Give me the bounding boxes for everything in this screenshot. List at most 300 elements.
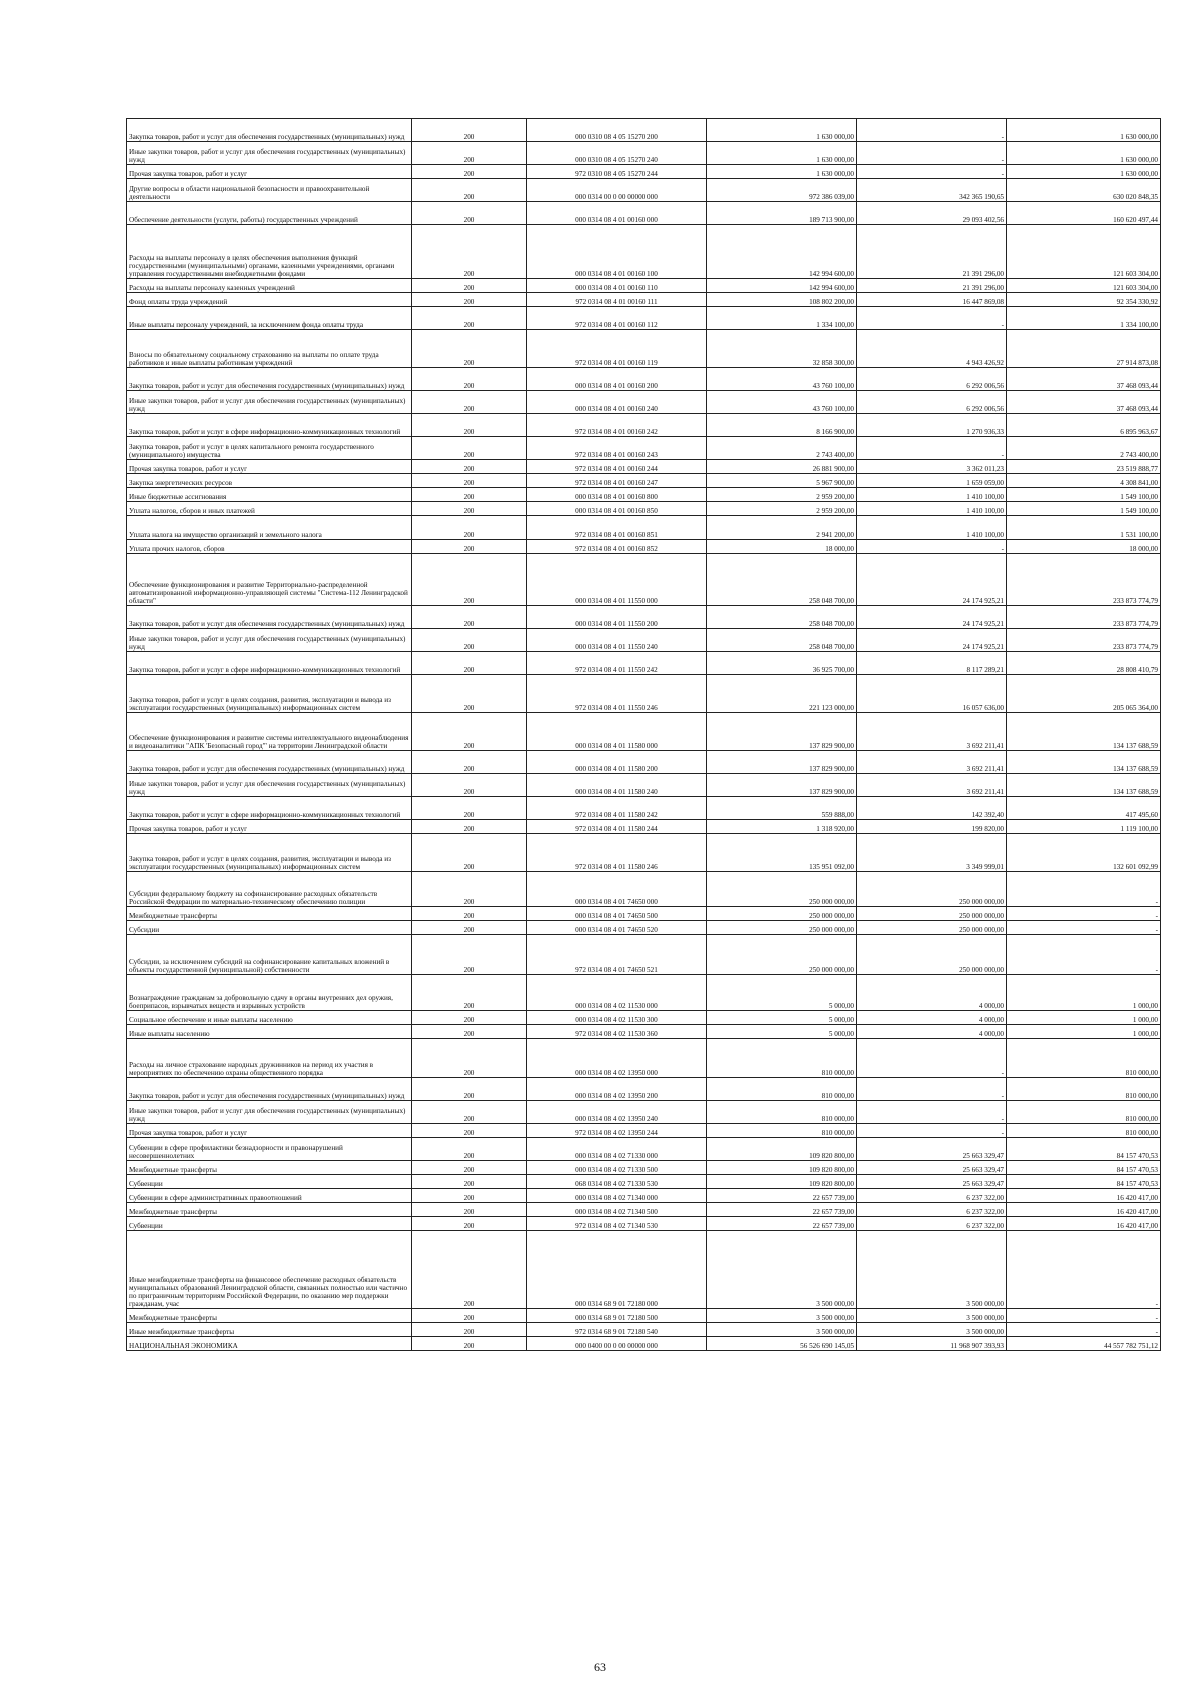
row-approved: 1 630 000,00 bbox=[707, 165, 857, 179]
row-unexecuted: - bbox=[1007, 1323, 1161, 1337]
row-kbk: 000 0314 08 4 01 00160 000 bbox=[527, 202, 707, 225]
row-approved: 56 526 690 145,05 bbox=[707, 1337, 857, 1351]
table-row bbox=[127, 179, 1161, 202]
row-kbk: 972 0314 08 4 01 11580 242 bbox=[527, 797, 707, 820]
row-kbk: 000 0314 08 4 01 00160 800 bbox=[527, 488, 707, 502]
row-approved: 3 500 000,00 bbox=[707, 1231, 857, 1309]
row-name: Иные межбюджетные трансферты bbox=[127, 1323, 412, 1337]
row-approved: 250 000 000,00 bbox=[707, 907, 857, 921]
row-name: Субвенции в сфере административных правоотношений bbox=[127, 1189, 412, 1203]
row-kbk: 972 0314 08 4 02 13950 244 bbox=[527, 1124, 707, 1138]
row-kbk: 972 0314 68 9 01 72180 540 bbox=[527, 1323, 707, 1337]
row-executed: 250 000 000,00 bbox=[857, 921, 1007, 935]
row-unexecuted: 160 620 497,44 bbox=[1007, 202, 1161, 225]
row-code: 200 bbox=[412, 675, 527, 713]
row-code: 200 bbox=[412, 516, 527, 540]
row-executed: 250 000 000,00 bbox=[857, 872, 1007, 907]
row-kbk: 000 0310 08 4 05 15270 200 bbox=[527, 119, 707, 142]
row-kbk: 000 0314 08 4 02 11530 300 bbox=[527, 1011, 707, 1025]
row-code: 200 bbox=[412, 1025, 527, 1039]
row-kbk: 000 0314 08 4 02 11530 000 bbox=[527, 975, 707, 1011]
row-unexecuted: - bbox=[1007, 1231, 1161, 1309]
row-kbk: 972 0314 08 4 01 74650 521 bbox=[527, 935, 707, 975]
row-executed: 16 447 869,08 bbox=[857, 293, 1007, 307]
table-row bbox=[127, 1101, 1161, 1124]
row-unexecuted: 810 000,00 bbox=[1007, 1039, 1161, 1078]
table-row bbox=[127, 1309, 1161, 1323]
row-kbk: 000 0314 08 4 01 00160 240 bbox=[527, 391, 707, 414]
row-approved: 22 657 739,00 bbox=[707, 1203, 857, 1217]
row-unexecuted: 1 000,00 bbox=[1007, 975, 1161, 1011]
table-row bbox=[127, 488, 1161, 502]
table-row bbox=[127, 1039, 1161, 1078]
row-approved: 258 048 700,00 bbox=[707, 554, 857, 606]
row-approved: 137 829 900,00 bbox=[707, 751, 857, 774]
row-executed: - bbox=[857, 437, 1007, 460]
row-code: 200 bbox=[412, 1309, 527, 1323]
row-approved: 810 000,00 bbox=[707, 1078, 857, 1101]
row-name: Уплата налогов, сборов и иных платежей bbox=[127, 502, 412, 516]
row-executed: 11 968 907 393,93 bbox=[857, 1337, 1007, 1351]
table-row bbox=[127, 1189, 1161, 1203]
row-name: Уплата налога на имущество организаций и земельного налога bbox=[127, 516, 412, 540]
row-executed: 3 362 011,23 bbox=[857, 460, 1007, 474]
row-code: 200 bbox=[412, 165, 527, 179]
row-executed: - bbox=[857, 1101, 1007, 1124]
row-code: 200 bbox=[412, 1011, 527, 1025]
row-kbk: 972 0314 08 4 01 00160 243 bbox=[527, 437, 707, 460]
row-unexecuted: 134 137 688,59 bbox=[1007, 713, 1161, 751]
table-row bbox=[127, 797, 1161, 820]
row-unexecuted: 134 137 688,59 bbox=[1007, 774, 1161, 797]
row-executed: 21 391 296,00 bbox=[857, 225, 1007, 279]
row-approved: 108 802 200,00 bbox=[707, 293, 857, 307]
row-code: 200 bbox=[412, 202, 527, 225]
row-unexecuted: 23 519 888,77 bbox=[1007, 460, 1161, 474]
row-unexecuted: 630 020 848,35 bbox=[1007, 179, 1161, 202]
row-unexecuted: 134 137 688,59 bbox=[1007, 751, 1161, 774]
row-executed: 24 174 925,21 bbox=[857, 606, 1007, 629]
row-executed: - bbox=[857, 119, 1007, 142]
row-code: 200 bbox=[412, 1203, 527, 1217]
table-row bbox=[127, 606, 1161, 629]
row-kbk: 972 0314 08 4 01 11550 246 bbox=[527, 675, 707, 713]
row-kbk: 000 0314 08 4 01 11550 240 bbox=[527, 629, 707, 652]
row-approved: 135 951 092,00 bbox=[707, 834, 857, 872]
row-name: Фонд оплаты труда учреждений bbox=[127, 293, 412, 307]
row-approved: 8 166 900,00 bbox=[707, 414, 857, 437]
row-approved: 258 048 700,00 bbox=[707, 629, 857, 652]
row-unexecuted: 16 420 417,00 bbox=[1007, 1189, 1161, 1203]
row-executed: 6 292 006,56 bbox=[857, 391, 1007, 414]
row-name: Закупка товаров, работ и услуг в целях капитального ремонта государственного (муниципального) имущества bbox=[127, 437, 412, 460]
row-name: Закупка энергетических ресурсов bbox=[127, 474, 412, 488]
row-executed: 6 237 322,00 bbox=[857, 1189, 1007, 1203]
row-approved: 36 925 700,00 bbox=[707, 652, 857, 675]
row-code: 200 bbox=[412, 1217, 527, 1231]
row-executed: 4 000,00 bbox=[857, 1025, 1007, 1039]
row-kbk: 972 0310 08 4 05 15270 244 bbox=[527, 165, 707, 179]
row-unexecuted: 233 873 774,79 bbox=[1007, 554, 1161, 606]
row-executed: 25 663 329,47 bbox=[857, 1138, 1007, 1161]
budget-table bbox=[126, 118, 1161, 1351]
row-code: 200 bbox=[412, 1189, 527, 1203]
row-unexecuted: 1 531 100,00 bbox=[1007, 516, 1161, 540]
row-kbk: 000 0314 68 9 01 72180 500 bbox=[527, 1309, 707, 1323]
row-name: Обеспечение деятельности (услуги, работы) государственных учреждений bbox=[127, 202, 412, 225]
row-name: Субсидии bbox=[127, 921, 412, 935]
row-name: Закупка товаров, работ и услуг в сфере информационно-коммуникационных технологий bbox=[127, 414, 412, 437]
row-approved: 250 000 000,00 bbox=[707, 921, 857, 935]
row-code: 200 bbox=[412, 1078, 527, 1101]
row-unexecuted: 37 468 093,44 bbox=[1007, 391, 1161, 414]
table-row bbox=[127, 1138, 1161, 1161]
row-executed: 3 500 000,00 bbox=[857, 1231, 1007, 1309]
row-kbk: 972 0314 08 4 01 00160 112 bbox=[527, 307, 707, 330]
row-code: 200 bbox=[412, 921, 527, 935]
row-code: 200 bbox=[412, 488, 527, 502]
row-executed: 4 000,00 bbox=[857, 975, 1007, 1011]
table-row bbox=[127, 368, 1161, 391]
row-name: Закупка товаров, работ и услуг в целях создания, развития, эксплуатации и вывода из эксплуатации государственных (муниципальных) информационных систем bbox=[127, 675, 412, 713]
row-approved: 1 318 920,00 bbox=[707, 820, 857, 834]
table-row bbox=[127, 834, 1161, 872]
row-unexecuted: 1 000,00 bbox=[1007, 1011, 1161, 1025]
table-row bbox=[127, 516, 1161, 540]
table-row bbox=[127, 1323, 1161, 1337]
row-name: Субвенции bbox=[127, 1217, 412, 1231]
row-name: Иные межбюджетные трансферты на финансовое обеспечение расходных обязательств муниципальных образований Ленинградской области, связанных полностью или частично по приграничным территориям Российской Федерации, по оказанию мер поддержки гражданам, учас bbox=[127, 1231, 412, 1309]
row-name: Иные закупки товаров, работ и услуг для обеспечения государственных (муниципальных) нужд bbox=[127, 1101, 412, 1124]
row-approved: 810 000,00 bbox=[707, 1101, 857, 1124]
row-executed: 142 392,40 bbox=[857, 797, 1007, 820]
row-name: Закупка товаров, работ и услуг для обеспечения государственных (муниципальных) нужд bbox=[127, 368, 412, 391]
table-row bbox=[127, 391, 1161, 414]
row-code: 200 bbox=[412, 391, 527, 414]
row-executed: 3 500 000,00 bbox=[857, 1323, 1007, 1337]
row-name: Иные закупки товаров, работ и услуг для обеспечения государственных (муниципальных) нужд bbox=[127, 391, 412, 414]
row-name: Прочая закупка товаров, работ и услуг bbox=[127, 460, 412, 474]
row-code: 200 bbox=[412, 279, 527, 293]
row-approved: 1 334 100,00 bbox=[707, 307, 857, 330]
row-executed: 4 000,00 bbox=[857, 1011, 1007, 1025]
row-unexecuted: 810 000,00 bbox=[1007, 1124, 1161, 1138]
row-kbk: 000 0314 00 0 00 00000 000 bbox=[527, 179, 707, 202]
row-code: 200 bbox=[412, 629, 527, 652]
row-code: 200 bbox=[412, 834, 527, 872]
row-kbk: 000 0314 08 4 02 71330 000 bbox=[527, 1138, 707, 1161]
row-code: 200 bbox=[412, 1323, 527, 1337]
row-approved: 43 760 100,00 bbox=[707, 391, 857, 414]
row-executed: 1 410 100,00 bbox=[857, 516, 1007, 540]
row-approved: 109 820 800,00 bbox=[707, 1138, 857, 1161]
row-approved: 5 000,00 bbox=[707, 1025, 857, 1039]
row-code: 200 bbox=[412, 797, 527, 820]
row-unexecuted: 417 495,60 bbox=[1007, 797, 1161, 820]
row-approved: 258 048 700,00 bbox=[707, 606, 857, 629]
row-executed: - bbox=[857, 307, 1007, 330]
row-executed: 4 943 426,92 bbox=[857, 330, 1007, 368]
row-name: НАЦИОНАЛЬНАЯ ЭКОНОМИКА bbox=[127, 1337, 412, 1351]
row-kbk: 000 0314 08 4 01 00160 110 bbox=[527, 279, 707, 293]
table-row bbox=[127, 751, 1161, 774]
row-code: 200 bbox=[412, 1138, 527, 1161]
table-row bbox=[127, 921, 1161, 935]
row-unexecuted: 84 157 470,53 bbox=[1007, 1138, 1161, 1161]
row-executed: 1 410 100,00 bbox=[857, 488, 1007, 502]
row-kbk: 972 0314 08 4 01 11550 242 bbox=[527, 652, 707, 675]
table-row bbox=[127, 652, 1161, 675]
row-code: 200 bbox=[412, 820, 527, 834]
row-name: Иные закупки товаров, работ и услуг для обеспечения государственных (муниципальных) нужд bbox=[127, 142, 412, 165]
table-row bbox=[127, 713, 1161, 751]
row-approved: 43 760 100,00 bbox=[707, 368, 857, 391]
table-row bbox=[127, 202, 1161, 225]
table-row bbox=[127, 474, 1161, 488]
row-executed: 3 692 211,41 bbox=[857, 751, 1007, 774]
row-kbk: 000 0314 08 4 01 11580 000 bbox=[527, 713, 707, 751]
table-row bbox=[127, 1025, 1161, 1039]
row-unexecuted: 1 549 100,00 bbox=[1007, 488, 1161, 502]
table-row bbox=[127, 1161, 1161, 1175]
row-name: Прочая закупка товаров, работ и услуг bbox=[127, 820, 412, 834]
row-executed: - bbox=[857, 142, 1007, 165]
row-approved: 18 000,00 bbox=[707, 540, 857, 554]
row-executed: - bbox=[857, 165, 1007, 179]
table-row bbox=[127, 554, 1161, 606]
row-approved: 250 000 000,00 bbox=[707, 872, 857, 907]
table-row bbox=[127, 1175, 1161, 1189]
row-kbk: 972 0314 08 4 01 11580 246 bbox=[527, 834, 707, 872]
row-approved: 5 000,00 bbox=[707, 975, 857, 1011]
row-kbk: 000 0314 08 4 02 13950 000 bbox=[527, 1039, 707, 1078]
row-unexecuted: 1 119 100,00 bbox=[1007, 820, 1161, 834]
row-code: 200 bbox=[412, 307, 527, 330]
row-name: Прочая закупка товаров, работ и услуг bbox=[127, 165, 412, 179]
row-approved: 26 881 900,00 bbox=[707, 460, 857, 474]
row-kbk: 972 0314 08 4 01 00160 111 bbox=[527, 293, 707, 307]
row-approved: 137 829 900,00 bbox=[707, 713, 857, 751]
row-executed: 250 000 000,00 bbox=[857, 935, 1007, 975]
row-name: Закупка товаров, работ и услуг для обеспечения государственных (муниципальных) нужд bbox=[127, 119, 412, 142]
row-approved: 810 000,00 bbox=[707, 1124, 857, 1138]
row-approved: 5 967 900,00 bbox=[707, 474, 857, 488]
row-approved: 972 386 039,00 bbox=[707, 179, 857, 202]
row-approved: 2 959 200,00 bbox=[707, 488, 857, 502]
row-kbk: 068 0314 08 4 02 71330 530 bbox=[527, 1175, 707, 1189]
row-kbk: 972 0314 08 4 01 00160 119 bbox=[527, 330, 707, 368]
row-unexecuted: - bbox=[1007, 1309, 1161, 1323]
row-approved: 5 000,00 bbox=[707, 1011, 857, 1025]
row-kbk: 972 0314 08 4 01 00160 852 bbox=[527, 540, 707, 554]
row-executed: 21 391 296,00 bbox=[857, 279, 1007, 293]
row-executed: 3 500 000,00 bbox=[857, 1309, 1007, 1323]
row-unexecuted: - bbox=[1007, 872, 1161, 907]
row-kbk: 000 0314 08 4 02 13950 240 bbox=[527, 1101, 707, 1124]
table-row bbox=[127, 330, 1161, 368]
row-code: 200 bbox=[412, 652, 527, 675]
row-name: Уплата прочих налогов, сборов bbox=[127, 540, 412, 554]
row-kbk: 972 0314 08 4 01 00160 851 bbox=[527, 516, 707, 540]
table-row bbox=[127, 629, 1161, 652]
table-row bbox=[127, 142, 1161, 165]
table-row bbox=[127, 820, 1161, 834]
row-executed: 3 692 211,41 bbox=[857, 713, 1007, 751]
row-name: Иные закупки товаров, работ и услуг для обеспечения государственных (муниципальных) нужд bbox=[127, 774, 412, 797]
row-executed: - bbox=[857, 1078, 1007, 1101]
row-code: 200 bbox=[412, 540, 527, 554]
row-kbk: 972 0314 08 4 02 71340 530 bbox=[527, 1217, 707, 1231]
row-name: Субвенции в сфере профилактики безнадзорности и правонарушений несовершеннолетних bbox=[127, 1138, 412, 1161]
row-name: Другие вопросы в области национальной безопасности и правоохранительной деятельности bbox=[127, 179, 412, 202]
row-name: Межбюджетные трансферты bbox=[127, 1203, 412, 1217]
table-row bbox=[127, 165, 1161, 179]
row-approved: 109 820 800,00 bbox=[707, 1161, 857, 1175]
table-row bbox=[127, 1011, 1161, 1025]
row-approved: 1 630 000,00 bbox=[707, 119, 857, 142]
row-approved: 22 657 739,00 bbox=[707, 1217, 857, 1231]
row-name: Межбюджетные трансферты bbox=[127, 1309, 412, 1323]
row-unexecuted: 16 420 417,00 bbox=[1007, 1217, 1161, 1231]
row-name: Взносы по обязательному социальному страхованию на выплаты по оплате труда работников и иные выплаты работникам учреждений bbox=[127, 330, 412, 368]
row-unexecuted: 37 468 093,44 bbox=[1007, 368, 1161, 391]
row-unexecuted: 44 557 782 751,12 bbox=[1007, 1337, 1161, 1351]
row-kbk: 972 0314 08 4 01 00160 242 bbox=[527, 414, 707, 437]
row-name: Закупка товаров, работ и услуг в сфере информационно-коммуникационных технологий bbox=[127, 652, 412, 675]
row-approved: 142 994 600,00 bbox=[707, 279, 857, 293]
table-row bbox=[127, 907, 1161, 921]
row-kbk: 000 0314 08 4 01 11550 000 bbox=[527, 554, 707, 606]
row-code: 200 bbox=[412, 1161, 527, 1175]
row-kbk: 000 0314 08 4 01 74650 500 bbox=[527, 907, 707, 921]
row-unexecuted: 28 808 410,79 bbox=[1007, 652, 1161, 675]
row-unexecuted: 1 000,00 bbox=[1007, 1025, 1161, 1039]
budget-table-body bbox=[127, 119, 1161, 1351]
row-executed: 6 237 322,00 bbox=[857, 1217, 1007, 1231]
table-row bbox=[127, 1231, 1161, 1309]
row-code: 200 bbox=[412, 713, 527, 751]
row-code: 200 bbox=[412, 1101, 527, 1124]
row-kbk: 000 0314 08 4 02 13950 200 bbox=[527, 1078, 707, 1101]
row-unexecuted: 810 000,00 bbox=[1007, 1101, 1161, 1124]
row-code: 200 bbox=[412, 1175, 527, 1189]
row-code: 200 bbox=[412, 437, 527, 460]
row-unexecuted: 92 354 330,92 bbox=[1007, 293, 1161, 307]
row-code: 200 bbox=[412, 751, 527, 774]
table-row bbox=[127, 279, 1161, 293]
row-kbk: 972 0314 08 4 01 00160 247 bbox=[527, 474, 707, 488]
row-approved: 2 743 400,00 bbox=[707, 437, 857, 460]
row-executed: 342 365 190,65 bbox=[857, 179, 1007, 202]
row-code: 200 bbox=[412, 474, 527, 488]
row-name: Субвенции bbox=[127, 1175, 412, 1189]
row-executed: - bbox=[857, 1039, 1007, 1078]
row-name: Расходы на выплаты персоналу казенных учреждений bbox=[127, 279, 412, 293]
row-unexecuted: 27 914 873,08 bbox=[1007, 330, 1161, 368]
row-name: Закупка товаров, работ и услуг для обеспечения государственных (муниципальных) нужд bbox=[127, 1078, 412, 1101]
row-name: Субсидии, за исключением субсидий на софинансирование капитальных вложений в объекты государственной (муниципальной) собственности bbox=[127, 935, 412, 975]
row-executed: 1 270 936,33 bbox=[857, 414, 1007, 437]
row-code: 200 bbox=[412, 774, 527, 797]
row-code: 200 bbox=[412, 460, 527, 474]
table-row bbox=[127, 675, 1161, 713]
row-approved: 2 959 200,00 bbox=[707, 502, 857, 516]
row-name: Закупка товаров, работ и услуг в сфере информационно-коммуникационных технологий bbox=[127, 797, 412, 820]
row-unexecuted: 1 630 000,00 bbox=[1007, 119, 1161, 142]
row-name: Межбюджетные трансферты bbox=[127, 907, 412, 921]
row-code: 200 bbox=[412, 1231, 527, 1309]
row-unexecuted: - bbox=[1007, 935, 1161, 975]
row-kbk: 000 0310 08 4 05 15270 240 bbox=[527, 142, 707, 165]
row-code: 200 bbox=[412, 872, 527, 907]
row-name: Расходы на выплаты персоналу в целях обеспечения выполнения функций государственными (муниципальными) органами, казенными учреждениями, органами управления государственными внебюджетными фондами bbox=[127, 225, 412, 279]
row-name: Обеспечение функционирования и развитие системы интеллектуального видеонаблюдения и видеоаналитики "АПК 'Безопасный город'" на территории Ленинградской области bbox=[127, 713, 412, 751]
row-kbk: 000 0314 08 4 01 11580 240 bbox=[527, 774, 707, 797]
row-name: Иные выплаты населению bbox=[127, 1025, 412, 1039]
table-row bbox=[127, 225, 1161, 279]
table-row bbox=[127, 1203, 1161, 1217]
table-row bbox=[127, 502, 1161, 516]
row-executed: - bbox=[857, 1124, 1007, 1138]
row-code: 200 bbox=[412, 293, 527, 307]
row-approved: 137 829 900,00 bbox=[707, 774, 857, 797]
row-executed: 3 349 999,01 bbox=[857, 834, 1007, 872]
row-unexecuted: 84 157 470,53 bbox=[1007, 1175, 1161, 1189]
row-code: 200 bbox=[412, 935, 527, 975]
row-code: 200 bbox=[412, 1039, 527, 1078]
table-row bbox=[127, 1217, 1161, 1231]
row-unexecuted: 6 895 963,67 bbox=[1007, 414, 1161, 437]
row-unexecuted: 1 630 000,00 bbox=[1007, 165, 1161, 179]
table-row bbox=[127, 774, 1161, 797]
row-unexecuted: 205 065 364,00 bbox=[1007, 675, 1161, 713]
row-code: 200 bbox=[412, 1337, 527, 1351]
row-kbk: 972 0314 08 4 01 00160 244 bbox=[527, 460, 707, 474]
table-row bbox=[127, 414, 1161, 437]
row-executed: 8 117 289,21 bbox=[857, 652, 1007, 675]
row-unexecuted: 121 603 304,00 bbox=[1007, 225, 1161, 279]
row-executed: 16 057 636,00 bbox=[857, 675, 1007, 713]
row-code: 200 bbox=[412, 502, 527, 516]
row-unexecuted: 84 157 470,53 bbox=[1007, 1161, 1161, 1175]
row-kbk: 000 0314 08 4 01 00160 850 bbox=[527, 502, 707, 516]
row-approved: 250 000 000,00 bbox=[707, 935, 857, 975]
row-executed: 25 663 329,47 bbox=[857, 1175, 1007, 1189]
table-row bbox=[127, 1078, 1161, 1101]
row-approved: 3 500 000,00 bbox=[707, 1309, 857, 1323]
row-name: Закупка товаров, работ и услуг для обеспечения государственных (муниципальных) нужд bbox=[127, 751, 412, 774]
row-code: 200 bbox=[412, 1124, 527, 1138]
row-kbk: 000 0314 08 4 01 74650 000 bbox=[527, 872, 707, 907]
row-approved: 109 820 800,00 bbox=[707, 1175, 857, 1189]
row-kbk: 000 0314 08 4 01 00160 200 bbox=[527, 368, 707, 391]
row-unexecuted: 16 420 417,00 bbox=[1007, 1203, 1161, 1217]
row-code: 200 bbox=[412, 414, 527, 437]
row-executed: 6 292 006,56 bbox=[857, 368, 1007, 391]
row-executed: 250 000 000,00 bbox=[857, 907, 1007, 921]
row-code: 200 bbox=[412, 119, 527, 142]
row-unexecuted: 4 308 841,00 bbox=[1007, 474, 1161, 488]
row-unexecuted: 810 000,00 bbox=[1007, 1078, 1161, 1101]
row-approved: 142 994 600,00 bbox=[707, 225, 857, 279]
table-row bbox=[127, 935, 1161, 975]
row-name: Вознаграждение гражданам за добровольную сдачу в органы внутренних дел оружия, боеприпасов, взрывчатых веществ и взрывных устройств bbox=[127, 975, 412, 1011]
row-unexecuted: 1 630 000,00 bbox=[1007, 142, 1161, 165]
table-row bbox=[127, 437, 1161, 460]
table-row bbox=[127, 975, 1161, 1011]
table-row bbox=[127, 293, 1161, 307]
row-approved: 32 858 300,00 bbox=[707, 330, 857, 368]
